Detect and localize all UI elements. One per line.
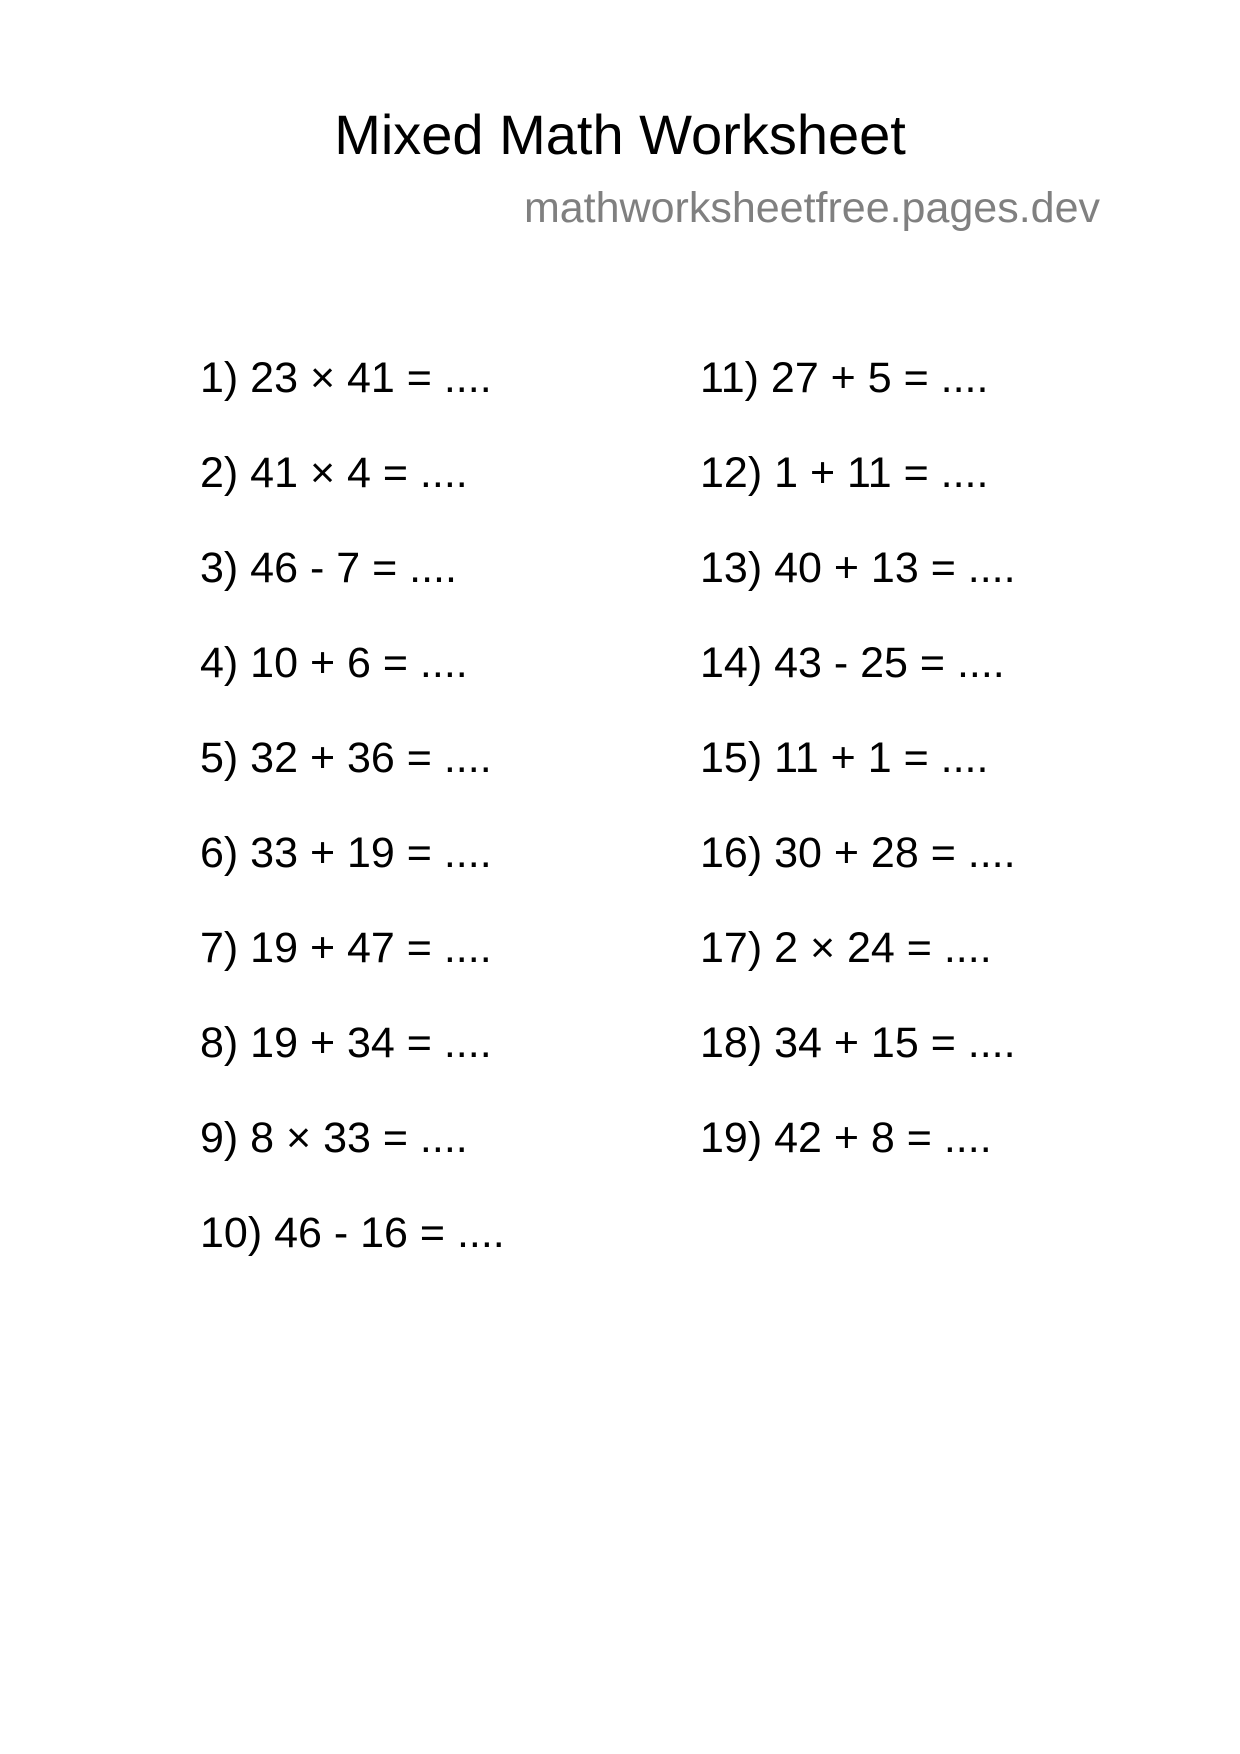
problem-item: 2) 41 × 4 = .... bbox=[200, 449, 468, 497]
problem-item: 7) 19 + 47 = .... bbox=[200, 924, 492, 972]
problem-item: 17) 2 × 24 = .... bbox=[700, 924, 992, 972]
problem-item: 4) 10 + 6 = .... bbox=[200, 639, 468, 687]
problem-item: 9) 8 × 33 = .... bbox=[200, 1114, 468, 1162]
problem-item: 19) 42 + 8 = .... bbox=[700, 1114, 992, 1162]
problems-column-left bbox=[200, 348, 505, 1298]
problem-item: 10) 46 - 16 = .... bbox=[200, 1209, 505, 1257]
problem-item: 16) 30 + 28 = .... bbox=[700, 829, 1016, 877]
problem-item: 8) 19 + 34 = .... bbox=[200, 1019, 492, 1067]
problem-item: 6) 33 + 19 = .... bbox=[200, 829, 492, 877]
problem-item: 3) 46 - 7 = .... bbox=[200, 544, 457, 592]
problem-item: 1) 23 × 41 = .... bbox=[200, 354, 492, 402]
problem-item: 15) 11 + 1 = .... bbox=[700, 734, 989, 782]
source-url: mathworksheetfree.pages.dev bbox=[523, 184, 1100, 232]
problem-item: 11) 27 + 5 = .... bbox=[700, 354, 989, 402]
problem-item: 13) 40 + 13 = .... bbox=[700, 544, 1016, 592]
problem-item: 18) 34 + 15 = .... bbox=[700, 1019, 1016, 1067]
problem-item: 12) 1 + 11 = .... bbox=[700, 449, 989, 497]
problem-item: 5) 32 + 36 = .... bbox=[200, 734, 492, 782]
problem-item: 14) 43 - 25 = .... bbox=[700, 639, 1005, 687]
page-title: Mixed Math Worksheet bbox=[334, 103, 906, 166]
problems-column-right bbox=[700, 348, 1016, 1203]
